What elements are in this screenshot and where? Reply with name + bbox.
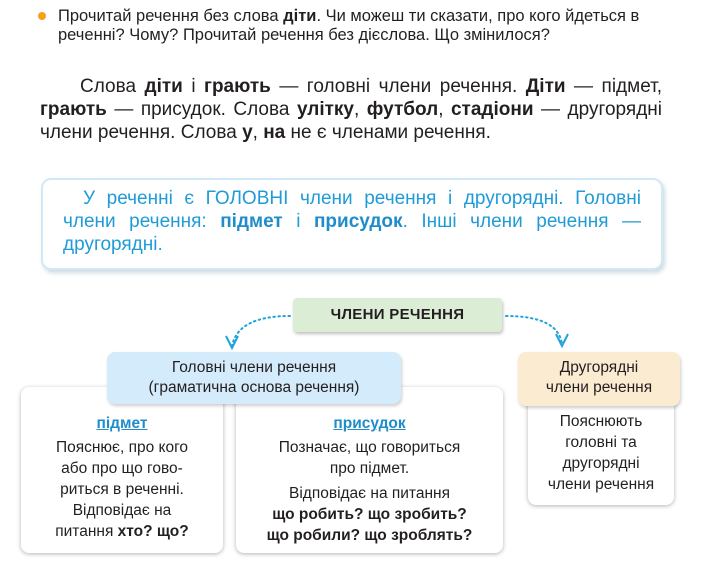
- expl-bold: Діти: [525, 76, 566, 97]
- arrowhead-left: [226, 336, 238, 348]
- expl-bold: улітку: [296, 99, 354, 120]
- arrow-left: [232, 316, 290, 346]
- subject-line: риться в реченні.: [60, 481, 184, 498]
- secondary-members-label-2: члени речення: [545, 379, 653, 396]
- secondary-desc: Пояснюють: [559, 413, 643, 430]
- expl-text: — головні члени речення.: [270, 76, 526, 97]
- predicate-question-2: що робили? що зроблять?: [266, 527, 473, 544]
- subject-line: Пояснює, про кого: [55, 439, 189, 456]
- expl-text: — підмет,: [565, 76, 662, 97]
- expl-bold: у: [242, 122, 253, 143]
- subject-line: або про що гово-: [61, 460, 183, 477]
- expl-bold: діти: [144, 76, 183, 97]
- secondary-card: [528, 397, 674, 505]
- secondary-desc: члени речення: [547, 476, 655, 493]
- main-members-box: [107, 352, 401, 404]
- subject-term: підмет: [96, 415, 148, 432]
- bullet-icon: [38, 12, 46, 20]
- arrowhead-right: [556, 334, 568, 346]
- expl-bold: на: [263, 122, 286, 143]
- explanation-paragraph: [40, 75, 662, 144]
- expl-text: — присудок. Слова: [106, 99, 297, 120]
- predicate-line: Позначає, що говориться: [278, 439, 461, 456]
- task-text: Прочитай речення без слова: [58, 7, 284, 25]
- rule-bold: підмет: [220, 211, 283, 232]
- rule-text: У реченні є ГОЛОВНІ члени речення і другорядні. Головні члени речення:: [63, 188, 641, 232]
- subject-line: Відповідає на: [72, 502, 172, 519]
- diagram-title: ЧЛЕНИ РЕЧЕННЯ: [293, 298, 502, 332]
- expl-bold: футбол: [366, 99, 439, 120]
- secondary-members-box: [518, 352, 680, 406]
- main-members-sublabel: (граматична основа речення): [148, 379, 360, 396]
- secondary-desc: головні та: [565, 434, 637, 451]
- rule-text: і: [282, 211, 314, 232]
- expl-text: Слова: [80, 76, 145, 97]
- expl-bold: грають: [40, 99, 107, 120]
- expl-text: — другорядні члени речення. Слова: [40, 99, 662, 143]
- secondary-desc: другорядні: [562, 455, 640, 472]
- main-members-label: Головні члени речення: [171, 359, 337, 376]
- task-text-cont: . Чи можеш ти сказати, про кого йдеться в реченні? Чому? Прочитай речення без дієслова. Що змінилося?: [58, 7, 640, 44]
- predicate-question: [236, 504, 503, 525]
- predicate-question: [236, 525, 503, 546]
- predicate-card: [236, 387, 503, 553]
- secondary-members-label: Другорядні: [559, 359, 639, 376]
- expl-bold: грають: [204, 76, 271, 97]
- rule-text: . Інші члени речення — другорядні.: [63, 211, 642, 255]
- rule-bold: присудок: [313, 211, 403, 232]
- subject-question: хто? що?: [117, 523, 189, 540]
- task-bold-word: діти: [283, 7, 317, 25]
- expl-bold: стадіони: [450, 99, 534, 120]
- predicate-term: присудок: [333, 415, 406, 432]
- subject-question-line: [21, 521, 223, 542]
- predicate-line: Відповідає на питання: [289, 485, 450, 502]
- expl-text: ,: [354, 99, 367, 120]
- expl-text: не є членами речення.: [285, 122, 491, 143]
- subject-card: [21, 387, 223, 553]
- task-paragraph: [58, 7, 668, 45]
- expl-text: ,: [438, 99, 451, 120]
- predicate-line: про підмет.: [329, 460, 410, 477]
- predicate-question-1: що робить? що зробить?: [272, 506, 467, 523]
- expl-text: і: [182, 76, 205, 97]
- rule-box: [41, 178, 663, 270]
- subject-line: питання: [55, 523, 118, 540]
- expl-text: ,: [252, 122, 264, 143]
- arrow-right: [506, 316, 562, 344]
